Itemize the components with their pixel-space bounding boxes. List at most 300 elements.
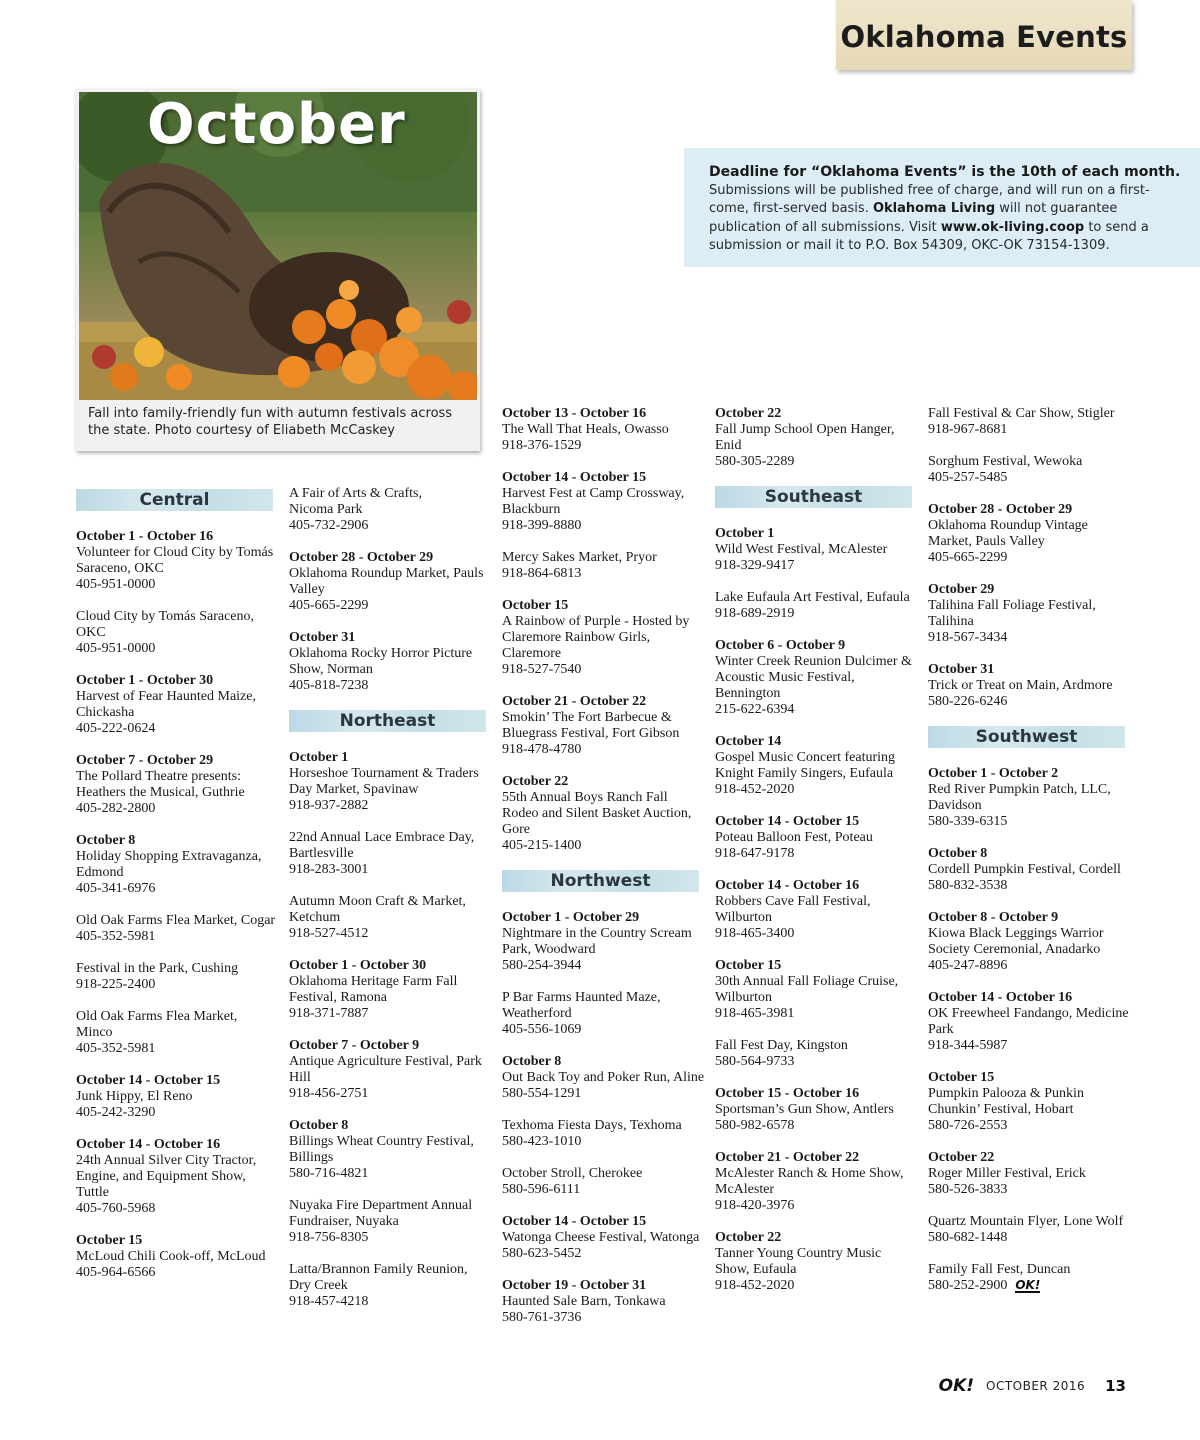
event-date: October 22 [715,406,782,421]
events-column-3 [502,406,707,1342]
event-detail-text: Fall Festival & Car Show, Stigler [928,406,1115,421]
event-phone-text: 580-596-6111 [502,1182,581,1197]
event-detail-text: Enid [715,438,742,453]
event-phone-text: 405-341-6976 [76,881,156,896]
event-detail [502,790,707,806]
event-detail-text: Minco [76,1025,113,1040]
event-detail-text: 55th Annual Boys Ranch Fall [502,790,668,805]
event-detail-text: Junk Hippy, El Reno [76,1089,193,1104]
event-detail [502,1166,707,1182]
event-date: October 8 [502,1054,562,1069]
deadline-text-2: will not guarantee publication of all submissions. Visit [709,201,1118,235]
event-detail [289,974,494,990]
event-detail [289,646,494,662]
submission-url-link[interactable]: www.ok-living.coop [940,219,1085,235]
event-detail-text: October Stroll, Cherokee [502,1166,643,1181]
event-detail [76,1153,281,1169]
event-detail-text: Engine, and Equipment Show, [76,1169,246,1184]
event-date: October 8 [289,1118,349,1133]
event-entry [289,1198,494,1246]
deadline-notice [684,148,1200,267]
event-detail [502,550,707,566]
event-entry [289,750,494,814]
event-detail-text: Gospel Music Concert featuring [715,750,896,765]
event-phone-text: 918-283-3001 [289,862,369,877]
event-detail-text: Day Market, Spavinaw [289,782,419,797]
event-date: October 7 - October 29 [76,753,214,768]
event-entry [715,1038,920,1070]
event-detail-text: Horseshoe Tournament & Traders [289,766,479,781]
event-phone-text: 918-399-8880 [502,518,582,533]
event-detail-text: Old Oak Farms Flea Market, [76,1009,238,1024]
region-heading: Southeast [715,486,912,508]
event-detail [928,1166,1133,1182]
event-detail-text: Festival, Ramona [289,990,387,1005]
event-detail-text: Wilburton [715,910,772,925]
event-detail-text: Haunted Sale Barn, Tonkawa [502,1294,666,1309]
event-entry [76,833,281,897]
event-detail [928,782,1133,798]
event-detail [502,1230,707,1246]
event-date: October 14 - October 15 [715,814,860,829]
event-detail [502,990,707,1006]
event-date: October 14 - October 16 [715,878,860,893]
event-phone-text: 918-465-3981 [715,1006,795,1021]
event-phone [928,470,1133,486]
event-entry [502,598,707,678]
events-column-2 [289,486,494,1326]
event-date: October 1 - October 2 [928,766,1059,781]
event-phone-text: 918-478-4780 [502,742,582,757]
event-phone [715,606,920,622]
event-phone-text: 918-452-2020 [715,782,795,797]
event-detail-text: 24th Annual Silver City Tractor, [76,1153,257,1168]
event-entry [715,638,920,718]
event-detail [928,406,1133,422]
event-detail [715,1262,920,1278]
event-detail-text: Valley [289,582,325,597]
event-detail [502,926,707,942]
event-phone-text: 918-465-3400 [715,926,795,941]
event-entry [76,1233,281,1281]
event-detail-text: Billings [289,1150,334,1165]
event-phone [289,518,494,534]
event-phone-text: 580-623-5452 [502,1246,582,1261]
event-detail-text: Lake Eufaula Art Festival, Eufaula [715,590,910,605]
event-detail [715,766,920,782]
event-phone [76,929,281,945]
event-detail [715,974,920,990]
deadline-body [709,182,1184,256]
event-date: October 31 [289,630,356,645]
event-detail [715,910,920,926]
event-date: October 14 - October 16 [76,1137,221,1152]
event-detail [502,942,707,958]
event-phone [502,1022,707,1038]
event-phone [502,1134,707,1150]
event-detail [76,1249,281,1265]
event-entry [928,766,1133,830]
event-detail [76,1009,281,1025]
event-detail-text: 30th Annual Fall Foliage Cruise, [715,974,899,989]
event-phone-text: 580-726-2553 [928,1118,1008,1133]
event-detail [289,1134,494,1150]
page-number: 13 [1105,1377,1126,1395]
event-entry [715,590,920,622]
event-detail [502,1006,707,1022]
event-phone [76,577,281,593]
event-detail-text: McAlester Ranch & Home Show, [715,1166,904,1181]
event-phone-text: 405-760-5968 [76,1201,156,1216]
event-date: October 22 [715,1230,782,1245]
event-phone [928,1038,1133,1054]
event-detail-text: Tuttle [76,1185,109,1200]
event-detail [502,422,707,438]
event-phone [715,1054,920,1070]
event-detail-text: Fundraiser, Nuyaka [289,1214,399,1229]
event-detail-text: Pumpkin Palooza & Punkin [928,1086,1084,1101]
event-detail [715,1102,920,1118]
event-detail-text: Park, Woodward [502,942,596,957]
event-detail-text: P Bar Farms Haunted Maze, [502,990,661,1005]
event-phone-text: 918-452-2020 [715,1278,795,1293]
event-phone [502,566,707,582]
event-detail [715,830,920,846]
event-phone [76,1201,281,1217]
event-detail-text: Oklahoma Roundup Market, Pauls [289,566,484,581]
event-phone [715,1278,920,1294]
event-detail [502,486,707,502]
event-detail [289,1150,494,1166]
event-phone-text: 405-732-2906 [289,518,369,533]
event-detail [928,518,1133,534]
event-detail [502,630,707,646]
event-entry [502,910,707,974]
event-detail [502,806,707,822]
event-detail [715,438,920,454]
event-detail [76,849,281,865]
event-phone-text: 918-647-9178 [715,846,795,861]
event-phone [289,1166,494,1182]
event-detail [928,1214,1133,1230]
event-entry [76,609,281,657]
events-column-5 [928,406,1133,1310]
event-phone-text: 580-226-6246 [928,694,1008,709]
feature-photo-card [76,89,480,451]
event-detail-text: Antique Agriculture Festival, Park [289,1054,482,1069]
event-detail [715,1038,920,1054]
event-detail [928,1262,1133,1278]
event-detail-text: Acoustic Music Festival, [715,670,855,685]
event-detail-text: Bluegrass Festival, Fort Gibson [502,726,680,741]
event-phone [76,721,281,737]
event-phone-text: 580-252-2900 [928,1278,1008,1293]
event-phone-text: 580-832-3538 [928,878,1008,893]
event-entry [715,958,920,1022]
event-detail [715,1182,920,1198]
event-phone [502,742,707,758]
event-detail [289,894,494,910]
event-entry [715,734,920,798]
region-heading: Southwest [928,726,1125,748]
event-detail [289,582,494,598]
event-phone [928,814,1133,830]
event-phone [928,1182,1133,1198]
event-entry [928,454,1133,486]
event-detail [289,766,494,782]
event-entry [502,550,707,582]
event-detail-text: Nightmare in the Country Scream [502,926,692,941]
section-header-tab [836,0,1132,70]
event-detail-text: Smokin’ The Fort Barbecue & [502,710,672,725]
event-entry [502,470,707,534]
event-phone [502,1182,707,1198]
event-phone-text: 405-215-1400 [502,838,582,853]
region-heading: Northwest [502,870,699,892]
event-entry [928,502,1133,566]
event-detail-text: Oklahoma Heritage Farm Fall [289,974,458,989]
event-detail-text: A Rainbow of Purple - Hosted by [502,614,690,629]
event-detail [928,678,1133,694]
event-entry [289,1118,494,1182]
brand-name: Oklahoma Living [872,201,996,216]
event-detail-text: Nicoma Park [289,502,363,517]
event-detail [76,1185,281,1201]
event-detail [289,486,494,502]
event-phone-text: 405-282-2800 [76,801,156,816]
event-phone [715,702,920,718]
event-entry [76,753,281,817]
event-detail-text: Autumn Moon Craft & Market, [289,894,466,909]
event-entry [715,526,920,574]
event-detail [76,785,281,801]
event-phone-text: 405-951-0000 [76,577,156,592]
event-phone [715,926,920,942]
event-phone [928,630,1133,646]
event-date: October 14 - October 15 [76,1073,221,1088]
event-phone [715,846,920,862]
event-detail [76,913,281,929]
event-phone-text: 918-376-1529 [502,438,582,453]
event-date: October 14 - October 16 [928,990,1073,1005]
event-detail-text: Talihina [928,614,974,629]
event-detail [715,894,920,910]
event-entry [715,406,920,470]
event-phone-text: 918-756-8305 [289,1230,369,1245]
event-date: October 15 [76,1233,143,1248]
event-detail-text: Texhoma Fiesta Days, Texhoma [502,1118,682,1133]
event-entry [76,1137,281,1217]
event-phone-text: 580-761-3736 [502,1310,582,1325]
event-detail [76,625,281,641]
event-detail [715,1246,920,1262]
issue-date: OCTOBER 2016 [986,1379,1086,1393]
event-phone-text: 918-329-9417 [715,558,795,573]
event-detail-text: Claremore Rainbow Girls, [502,630,651,645]
event-detail [289,830,494,846]
event-phone [928,422,1133,438]
event-date: October 7 - October 9 [289,1038,420,1053]
photo-title: October [147,92,406,157]
event-date: October 19 - October 31 [502,1278,647,1293]
event-entry [289,894,494,942]
event-phone-text: 405-352-5981 [76,1041,156,1056]
event-detail-text: Harvest of Fear Haunted Maize, [76,689,256,704]
event-detail [928,1086,1133,1102]
event-phone-text: 918-527-7540 [502,662,582,677]
event-detail [928,1006,1133,1022]
event-detail [928,614,1133,630]
event-detail [715,590,920,606]
event-detail-text: Saraceno, OKC [76,561,164,576]
event-phone-text: 918-567-3434 [928,630,1008,645]
event-entry [289,486,494,534]
event-entry [928,1262,1133,1294]
event-detail-text: Cloud City by Tomás Saraceno, [76,609,255,624]
event-phone-text: 580-339-6315 [928,814,1008,829]
event-phone [76,801,281,817]
event-date: October 1 [289,750,349,765]
event-detail-text: Rodeo and Silent Basket Auction, [502,806,692,821]
event-phone [76,641,281,657]
event-detail [502,1118,707,1134]
event-phone [289,1294,494,1310]
event-entry [928,846,1133,894]
event-entry [502,694,707,758]
event-phone [289,1086,494,1102]
event-phone [289,1006,494,1022]
event-entry [502,1214,707,1262]
event-date: October 14 [715,734,782,749]
event-phone-text: 405-247-8896 [928,958,1008,973]
event-detail [502,710,707,726]
event-detail-text: Nuyaka Fire Department Annual [289,1198,473,1213]
event-entry [502,406,707,454]
event-entry [289,830,494,878]
event-phone [289,598,494,614]
event-detail-text: Show, Eufaula [715,1262,797,1277]
event-phone-text: 405-222-0624 [76,721,156,736]
event-detail [715,654,920,670]
event-phone [928,550,1133,566]
event-phone [715,558,920,574]
event-phone-text: 918-225-2400 [76,977,156,992]
event-phone-text: 918-420-3976 [715,1198,795,1213]
deadline-text-3: to send a submission or mail it to P.O. Box 54309, OKC-OK 73154-1309. [709,219,1149,253]
event-detail-text: Robbers Cave Fall Festival, [715,894,871,909]
event-entry [76,673,281,737]
event-detail [715,542,920,558]
event-phone [502,662,707,678]
event-detail [928,1102,1133,1118]
event-detail-text: Trick or Treat on Main, Ardmore [928,678,1113,693]
event-entry [76,529,281,593]
region-heading: Central [76,489,273,511]
event-phone-text: 405-242-3290 [76,1105,156,1120]
event-detail-text: Kiowa Black Leggings Warrior [928,926,1104,941]
event-detail-text: Society Ceremonial, Anadarko [928,942,1101,957]
event-detail [289,990,494,1006]
event-detail [289,1262,494,1278]
event-entry [928,1150,1133,1198]
event-phone-text: 580-423-1010 [502,1134,582,1149]
event-detail [76,1089,281,1105]
event-detail-text: Watonga Cheese Festival, Watonga [502,1230,700,1245]
event-date: October 15 [502,598,569,613]
event-entry [76,1009,281,1057]
event-phone-text: 918-967-8681 [928,422,1008,437]
event-entry [928,990,1133,1054]
event-detail-text: Chickasha [76,705,135,720]
event-detail [928,798,1133,814]
event-detail-text: Roger Miller Festival, Erick [928,1166,1086,1181]
event-phone [502,958,707,974]
event-entry [928,910,1133,974]
event-detail [502,646,707,662]
event-phone-text: 580-554-1291 [502,1086,582,1101]
event-detail-text: Sorghum Festival, Wewoka [928,454,1083,469]
event-phone [502,838,707,854]
event-phone [715,782,920,798]
event-date: October 1 [715,526,775,541]
event-detail-text: Bartlesville [289,846,354,861]
event-detail [76,1169,281,1185]
event-phone [289,1230,494,1246]
events-column-1 [76,489,281,1297]
event-detail-text: The Pollard Theatre presents: [76,769,241,784]
event-detail-text: 22nd Annual Lace Embrace Day, [289,830,475,845]
event-entry [928,662,1133,710]
event-phone-text: 405-818-7238 [289,678,369,693]
event-date: October 28 - October 29 [289,550,434,565]
event-detail-text: Dry Creek [289,1278,348,1293]
event-phone [715,454,920,470]
event-phone-text: 405-964-6566 [76,1265,156,1280]
event-detail-text: Weatherford [502,1006,572,1021]
event-detail-text: McLoud Chili Cook-off, McLoud [76,1249,266,1264]
event-detail-text: Festival in the Park, Cushing [76,961,239,976]
event-detail [502,1294,707,1310]
event-detail [928,534,1133,550]
event-entry [502,774,707,854]
event-detail [289,1070,494,1086]
event-phone [289,798,494,814]
event-detail [76,545,281,561]
event-detail-text: Winter Creek Reunion Dulcimer & [715,654,912,669]
event-detail [289,1278,494,1294]
event-detail-text: Family Fall Fest, Duncan [928,1262,1071,1277]
event-phone-text: 215-622-6394 [715,702,795,717]
event-detail-text: Wild West Festival, McAlester [715,542,888,557]
event-detail [289,1054,494,1070]
event-phone [715,1198,920,1214]
event-phone-text: 405-951-0000 [76,641,156,656]
event-detail-text: Volunteer for Cloud City by Tomás [76,545,274,560]
event-phone [502,1310,707,1326]
event-date: October 22 [502,774,569,789]
event-detail [928,454,1133,470]
event-phone-text: 405-556-1069 [502,1022,582,1037]
event-detail [715,686,920,702]
event-detail-text: Red River Pumpkin Patch, LLC, [928,782,1111,797]
event-phone [289,926,494,942]
event-entry [928,582,1133,646]
event-detail-text: The Wall That Heals, Owasso [502,422,669,437]
event-phone-text: 918-689-2919 [715,606,795,621]
event-date: October 1 - October 30 [76,673,214,688]
event-entry [928,406,1133,438]
event-detail-text: Oklahoma Rocky Horror Picture [289,646,473,661]
